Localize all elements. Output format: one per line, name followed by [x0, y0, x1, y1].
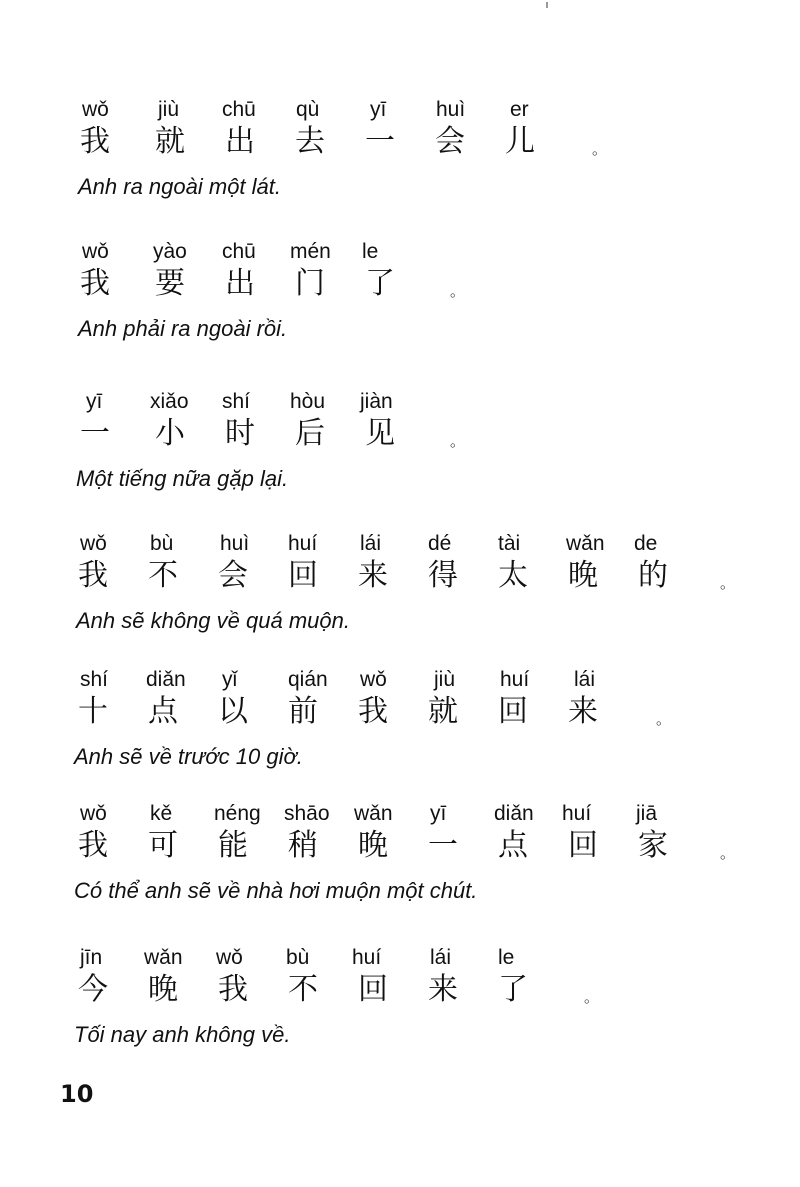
hanzi-character: 就 [428, 694, 458, 729]
pinyin-syllable: yǐ [222, 668, 238, 691]
pinyin-syllable: qián [288, 668, 328, 691]
hanzi-character: 儿 [505, 124, 535, 159]
pinyin-syllable: yào [153, 240, 187, 263]
pinyin-syllable: er [510, 98, 529, 121]
pinyin-syllable: yī [370, 98, 387, 121]
hanzi-character: 时 [225, 416, 255, 451]
hanzi-character: 出 [225, 124, 255, 159]
vietnamese-translation: Anh phải ra ngoài rồi. [78, 316, 288, 341]
hanzi-character: 要 [155, 266, 185, 301]
hanzi-character: 不 [148, 558, 178, 593]
page-number: 10 [60, 1080, 94, 1108]
pinyin-syllable: bù [150, 532, 174, 555]
hanzi-character: 回 [288, 558, 318, 593]
hanzi-character: 了 [365, 266, 395, 301]
pinyin-syllable: jīn [80, 946, 103, 969]
hanzi-character: 晚 [568, 558, 598, 593]
pinyin-syllable: huí [500, 668, 530, 691]
pinyin-syllable: diǎn [494, 802, 534, 825]
hanzi-character: 我 [218, 972, 248, 1007]
pinyin-syllable: xiǎo [150, 390, 189, 413]
hanzi-character: 后 [295, 416, 325, 451]
pinyin-syllable: wǒ [82, 98, 109, 121]
hanzi-character: 今 [78, 972, 108, 1007]
period-mark: 。 [656, 710, 672, 728]
pinyin-syllable: wǎn [566, 532, 605, 555]
pinyin-syllable: wǒ [360, 668, 387, 691]
hanzi-character: 来 [568, 694, 598, 729]
vietnamese-translation: Anh sẽ không về quá muộn. [76, 608, 350, 633]
hanzi-character: 门 [295, 266, 325, 301]
pinyin-syllable: jiàn [360, 390, 393, 413]
pinyin-syllable: wǒ [80, 802, 107, 825]
hanzi-character: 就 [155, 124, 185, 159]
pinyin-syllable: wǒ [82, 240, 109, 263]
pinyin-syllable: de [634, 532, 658, 555]
period-mark: 。 [720, 844, 736, 862]
hanzi-character: 以 [218, 694, 248, 729]
hanzi-character: 出 [225, 266, 255, 301]
pinyin-syllable: kě [150, 802, 173, 825]
hanzi-character: 我 [80, 124, 110, 159]
hanzi-character: 来 [428, 972, 458, 1007]
vietnamese-translation: Anh ra ngoài một lát. [78, 174, 282, 199]
vietnamese-translation: Anh sẽ về trước 10 giờ. [74, 744, 303, 769]
pinyin-syllable: yī [86, 390, 103, 413]
period-mark: 。 [450, 282, 466, 300]
pinyin-syllable: mén [290, 240, 331, 263]
pinyin-syllable: yī [430, 802, 447, 825]
hanzi-character: 可 [148, 828, 178, 863]
hanzi-character: 我 [80, 266, 110, 301]
hanzi-character: 家 [638, 828, 668, 863]
pinyin-syllable: huí [562, 802, 592, 825]
hanzi-character: 回 [358, 972, 388, 1007]
hanzi-character: 十 [78, 694, 108, 729]
pinyin-syllable: shí [80, 668, 109, 691]
vietnamese-translation: Một tiếng nữa gặp lại. [76, 466, 289, 491]
pinyin-syllable: shāo [284, 802, 330, 825]
pinyin-syllable: jiù [158, 98, 180, 121]
hanzi-character: 一 [365, 124, 395, 159]
hanzi-character: 能 [218, 828, 248, 863]
pinyin-syllable: lái [430, 946, 452, 969]
hanzi-character: 回 [498, 694, 528, 729]
hanzi-character: 去 [295, 124, 325, 159]
vietnamese-translation: Tối nay anh không về. [74, 1022, 291, 1047]
hanzi-character: 不 [288, 972, 318, 1007]
pinyin-syllable: diǎn [146, 668, 186, 691]
period-mark: 。 [584, 988, 600, 1006]
pinyin-syllable: chū [222, 98, 256, 121]
hanzi-character: 会 [435, 124, 465, 159]
pinyin-syllable: huí [352, 946, 382, 969]
period-mark: 。 [720, 574, 736, 592]
hanzi-character: 的 [638, 558, 668, 593]
pinyin-syllable: wǒ [80, 532, 107, 555]
pinyin-syllable: le [498, 946, 515, 969]
pinyin-syllable: wǎn [354, 802, 393, 825]
hanzi-character: 回 [568, 828, 598, 863]
pinyin-syllable: bù [286, 946, 310, 969]
hanzi-character: 晚 [148, 972, 178, 1007]
pinyin-syllable: hòu [290, 390, 326, 413]
pinyin-syllable: qù [296, 98, 320, 121]
pinyin-syllable: huì [220, 532, 250, 555]
pinyin-syllable: wǒ [216, 946, 243, 969]
hanzi-character: 我 [358, 694, 388, 729]
pinyin-syllable: tài [498, 532, 521, 555]
period-mark: 。 [450, 432, 466, 450]
pinyin-syllable: le [362, 240, 379, 263]
pinyin-syllable: dé [428, 532, 452, 555]
pinyin-syllable: jiù [434, 668, 456, 691]
hanzi-character: 得 [428, 558, 458, 593]
pinyin-syllable: wǎn [144, 946, 183, 969]
hanzi-character: 见 [365, 416, 395, 451]
hanzi-character: 点 [148, 694, 178, 729]
hanzi-character: 我 [78, 558, 108, 593]
hanzi-character: 一 [80, 416, 110, 451]
hanzi-character: 太 [498, 558, 528, 593]
scan-mark [546, 2, 548, 8]
hanzi-character: 来 [358, 558, 388, 593]
pinyin-syllable: lái [574, 668, 596, 691]
pinyin-syllable: chū [222, 240, 256, 263]
pinyin-syllable: huì [436, 98, 466, 121]
hanzi-character: 小 [155, 416, 185, 451]
period-mark: 。 [592, 140, 608, 158]
hanzi-character: 我 [78, 828, 108, 863]
hanzi-character: 点 [498, 828, 528, 863]
pinyin-syllable: lái [360, 532, 382, 555]
hanzi-character: 前 [288, 694, 318, 729]
hanzi-character: 稍 [288, 828, 318, 863]
hanzi-character: 晚 [358, 828, 388, 863]
vietnamese-translation: Có thể anh sẽ về nhà hơi muộn một chút. [74, 878, 478, 903]
pinyin-syllable: shí [222, 390, 251, 413]
hanzi-character: 一 [428, 828, 458, 863]
pinyin-syllable: huí [288, 532, 318, 555]
pinyin-syllable: jiā [636, 802, 658, 825]
hanzi-character: 了 [498, 972, 528, 1007]
hanzi-character: 会 [218, 558, 248, 593]
pinyin-syllable: néng [214, 802, 261, 825]
